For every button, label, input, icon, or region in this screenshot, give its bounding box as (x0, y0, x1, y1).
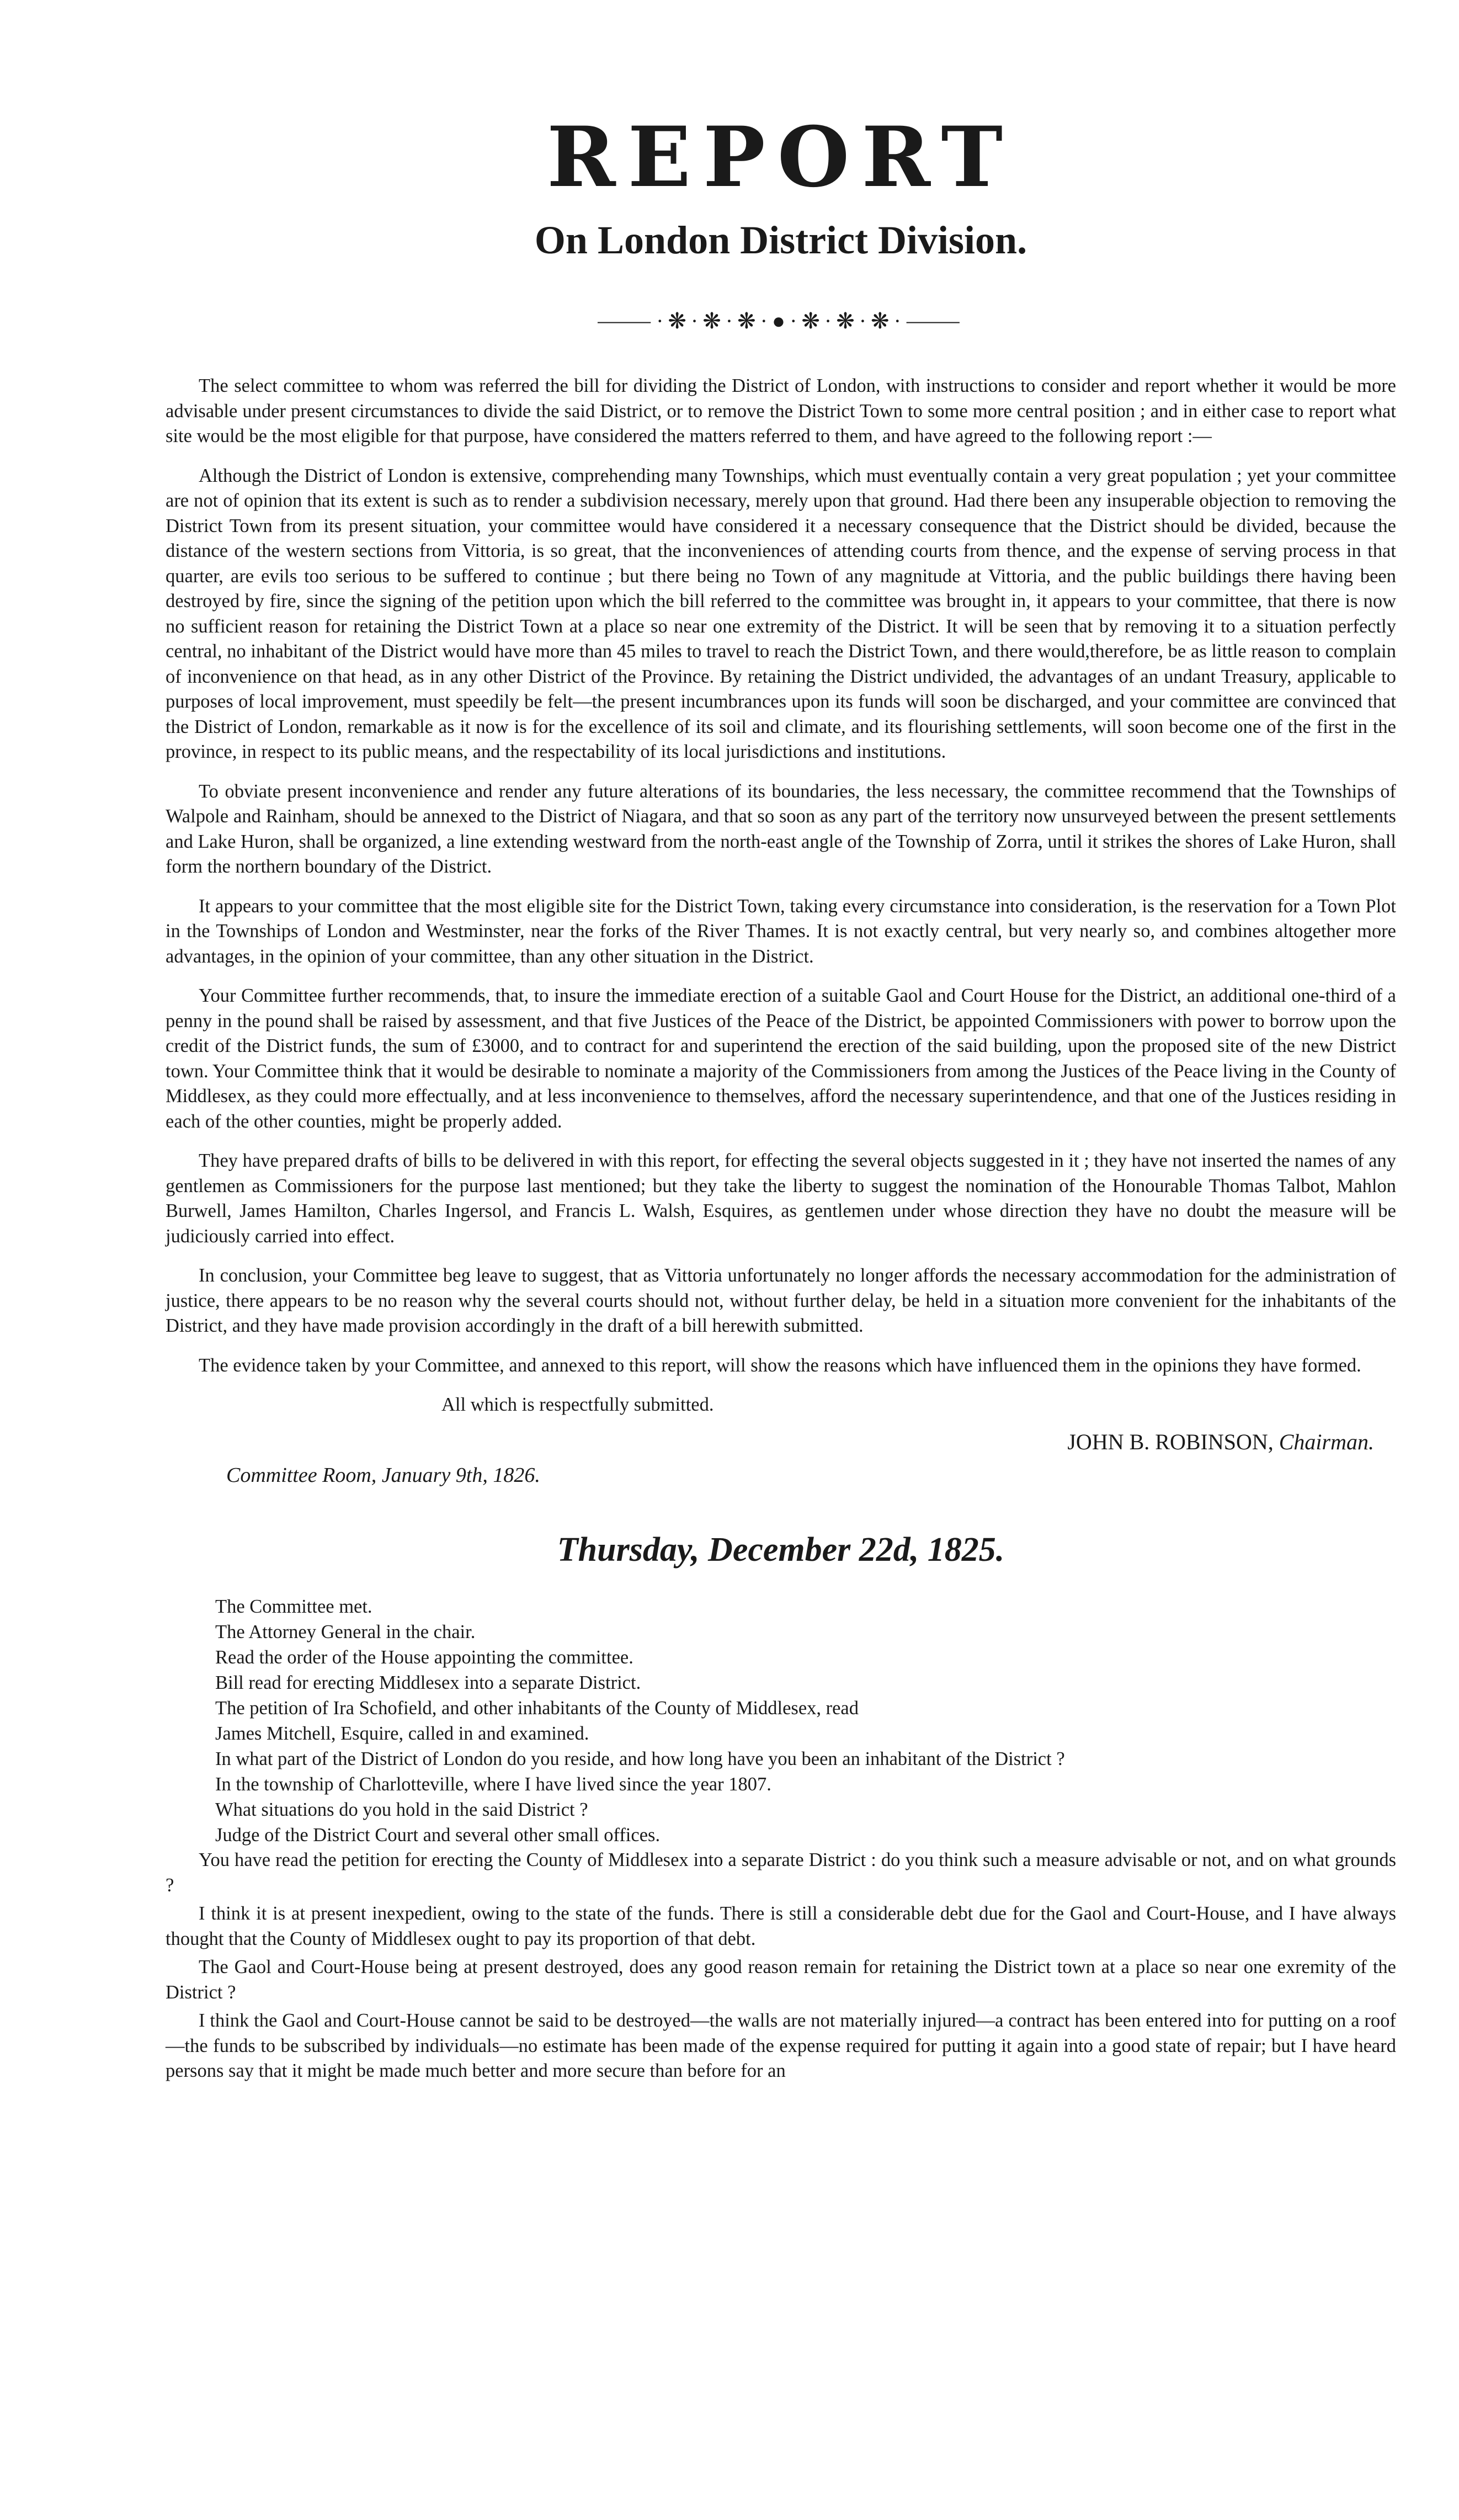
signature-role: Chairman. (1279, 1429, 1374, 1454)
report-title: REPORT (546, 109, 1015, 206)
paragraph-boundaries: To obviate present inconvenience and render any future alterations of its boundaries, the less necessary, the committee recommend that the Townships of Walpole and Rainham, should be annexed to the District of Niagara, and that so soon as any part of the territory now unsurveyed between the present settlements and Lake Huron, shall be organized, a line extending westward from the north-east angle of the Township of Zorra, until it strikes the shores of Lake Huron, shall form the northern boundary of the District. (166, 780, 1396, 877)
paragraph-site: It appears to your committee that the most eligible site for the District Town, taking every circumstance into consideration, is the reservation for a Town Plot in the Townships of London and Westminster, near the forks of the River Thames. It is not exactly central, but very nearly so, and combines altogether more advantages, in the opinion of your committee, than any other situation in the District. (166, 895, 1396, 967)
paragraph-evidence: The evidence taken by your Committee, and annexed to this report, will show the reasons which have influenced them in the opinions they have formed. (199, 1354, 1361, 1376)
minutes-date-heading: Thursday, December 22d, 1825. (557, 1531, 1005, 1569)
question: The Gaol and Court-House being at present destroyed, does any good reason remain for retaining the District town at a place so near one exremity of the District ? (166, 1957, 1396, 2003)
submitted-line: All which is respectfully submitted. (441, 1394, 714, 1415)
question: You have read the petition for erecting the County of Middlesex into a separate District : do you think such a measure advisable or not, and on what grounds ? (166, 1849, 1396, 1896)
answer: I think the Gaol and Court-House cannot be said to be destroyed—the walls are not materially injured—a contract has been entered into for putting on a roof—the funds to be subscribed by individuals—no estimate has been made of the expense required for putting it again into a good state of repair; but I have heard persons say that it might be made much better and more secure than before for an (166, 2010, 1396, 2081)
document-page (166, 110, 1396, 2087)
ornament-divider: ⸻·❋·❋·❋·●·❋·❋·❋·⸻ (597, 309, 965, 333)
minutes-line: In the township of Charlotteville, where I have lived since the year 1807. (215, 1774, 771, 1795)
minutes-line: The Committee met. (215, 1596, 372, 1617)
minutes-line: Read the order of the House appointing the committee. (215, 1647, 633, 1668)
minutes-line: In what part of the District of London do you reside, and how long have you been an inhabitant of the District ? (215, 1748, 1065, 1769)
minutes-line: Judge of the District Court and several other small offices. (215, 1825, 661, 1846)
minutes-line: The Attorney General in the chair. (215, 1621, 476, 1642)
minutes-line: The petition of Ira Schofield, and other inhabitants of the County of Middlesex, read (215, 1698, 859, 1719)
paragraph-extent: Although the District of London is extensive, comprehending many Townships, which must eventually contain a very great population ; yet your committee are not of opinion that its extent is such as to render a subdivision necessary, merely upon that ground. Had there been any insuperable objection to removing the District Town from its present situation, your committee would have considered it a necessary consequence that the District should be divided, because the distance of the western sections from Vittoria, is so great, that the inconveniences of attending courts from thence, and the expense of serving process in that quarter, are evils too serious to be suffered to continue ; but there being no Town of any magnitude at Vittoria, and the public buildings there having been destroyed by fire, since the signing of the petition upon which the bill referred to the committee was brought in, it appears to your committee, that there is now no sufficient reason for retaining the District Town at a place so near one extremity of the District. It will be seen that by removing it to a situation perfectly central, no inhabitant of the District would have more than 45 miles to travel to reach the District Town, and there would,therefore, be as little reason to complain of inconvenience on that head, as in any other District of the Province. By retaining the District undivided, the advantages of an undant Treasury, applicable to purposes of local improvement, must speedily be felt—the present incumbrances upon its funds will soon be discharged, and your committee are convinced that the District of London, remarkable as it now is for the excellence of its soil and climate, and its flourishing settlements, will soon become one of the first in the province, in respect to its public means, and the respectability of its local jurisdictions and institutions. (166, 465, 1396, 762)
report-body (166, 374, 1396, 1378)
answer: I think it is at present inexpedient, owing to the state of the funds. There is still a considerable debt due for the Gaol and Court-House, and I have always thought that the County of Middlesex ought to pay its proportion of that debt. (166, 1903, 1396, 1949)
paragraph-conclusion: In conclusion, your Committee beg leave to suggest, that as Vittoria unfortunately no longer affords the necessary accommodation for the administration of justice, there appears to be no reason why the several courts should not, without further delay, be held in a situation more convenient for the inhabitants of the District, and they have made provision accordingly in the draft of a bill herewith submitted. (166, 1265, 1396, 1336)
paragraph-bills: They have prepared drafts of bills to be delivered in with this report, for effecting the several objects suggested in it ; they have not inserted the names of any gentlemen as Commissioners for the purpose last mentioned; but they take the liberty to suggest the nomination of the Honourable Thomas Talbot, Mahlon Burwell, James Hamilton, Charles Ingersol, and Francis L. Walsh, Esquires, as gentlemen under whose direction they have no doubt the measure will be judiciously carried into effect. (166, 1150, 1396, 1247)
report-subtitle: On London District Division. (534, 218, 1027, 262)
paragraph-gaol: Your Committee further recommends, that, to insure the immediate erection of a suitable Gaol and Court House for the District, an additional one-third of a penny in the pound shall be raised by assessment, and that five Justices of the Peace of the District, be appointed Commissioners with power to borrow upon the credit of the District funds, the sum of £3000, and to contract for and superintend the erection of the said building, upon the proposed site of the new District town. Your Committee think that it would be desirable to nominate a majority of the Commissioners from among the Justices of the Peace living in the County of Middlesex, as they could more effectually, and at less inconvenience to themselves, afford the necessary superintendence, and that one of the Justices residing in each of the other counties, might be properly added. (166, 985, 1396, 1132)
minutes-list (166, 1594, 1396, 1848)
minutes-line: James Mitchell, Esquire, called in and examined. (215, 1723, 589, 1744)
paragraph-intro: The select committee to whom was referred the bill for dividing the District of London, with instructions to consider and report whether it would be more advisable under present circumstances to divide the said District, or to remove the District Town to some more central position ; and in either case to report what site would be the most eligible for that purpose, have considered the matters referred to them, and have agreed to the following report :— (166, 375, 1396, 446)
signature-name: JOHN B. ROBINSON, (1067, 1429, 1274, 1454)
committee-room-date: Committee Room, January 9th, 1826. (226, 1464, 540, 1487)
signature (166, 1428, 1374, 1456)
examination-qa (166, 1848, 1396, 2084)
minutes-line: What situations do you hold in the said District ? (215, 1799, 588, 1820)
minutes-line: Bill read for erecting Middlesex into a separate District. (215, 1672, 641, 1693)
